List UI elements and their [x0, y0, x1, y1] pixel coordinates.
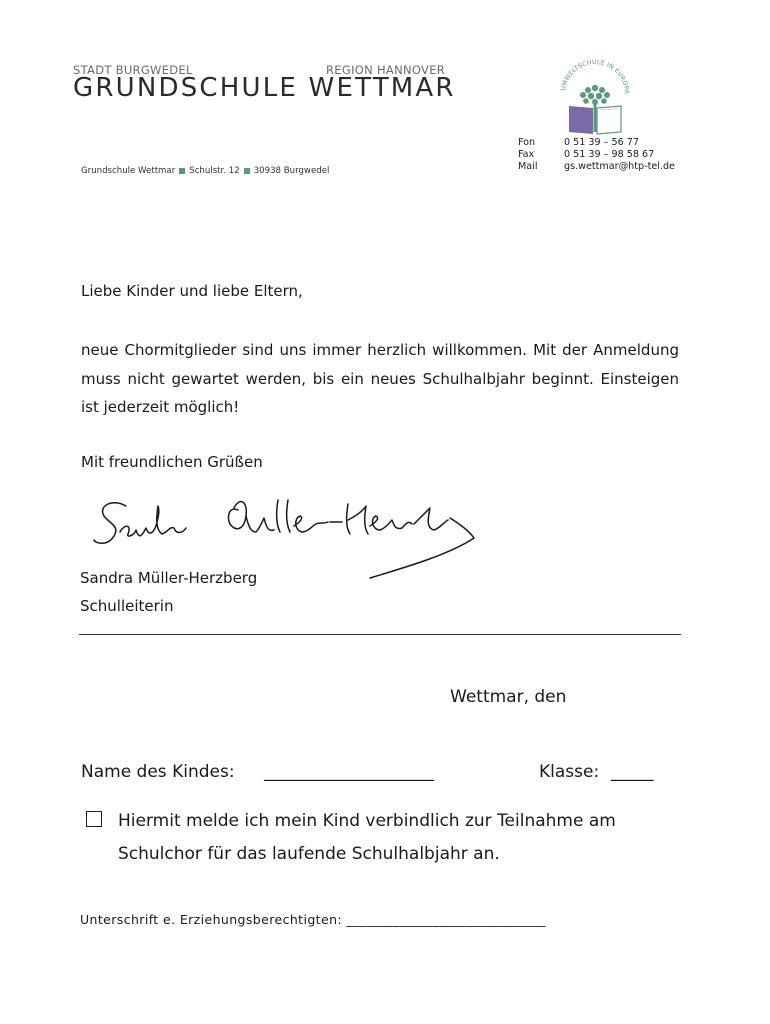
city-label: STADT BURGWEDEL: [73, 63, 193, 77]
contact-label-fax: Fax: [518, 149, 535, 160]
contact-value-mail: gs.wettmar@htp-tel.de: [564, 161, 675, 172]
signer-name: Sandra Müller-Herzberg: [80, 569, 258, 587]
separator-square-icon: [179, 168, 185, 174]
greeting: Liebe Kinder und liebe Eltern,: [81, 282, 303, 300]
contact-label-fon: Fon: [518, 137, 536, 148]
place-date: Wettmar, den: [450, 687, 567, 707]
signer-role: Schulleiterin: [80, 597, 174, 615]
separator-line: [79, 634, 681, 635]
contact-label-mail: Mail: [518, 161, 538, 172]
guardian-signature-label: Unterschrift e. Erziehungsberechtigten:: [80, 912, 342, 927]
school-name: GRUNDSCHULE WETTMAR: [73, 73, 456, 103]
child-name-label: Name des Kindes:: [81, 762, 235, 782]
logo-arc-text: UMWELTSCHULE IN EUROPA: [560, 58, 631, 95]
class-field[interactable]: _____: [611, 762, 654, 782]
contact-labels: [518, 137, 538, 173]
address-line: [81, 166, 329, 176]
address-school: Grundschule Wettmar: [81, 166, 176, 176]
closing: Mit freundlichen Grüßen: [81, 453, 263, 471]
umweltschule-logo: [555, 58, 635, 138]
consent-text-line1: Hiermit melde ich mein Kind verbindlich zur Teilnahme am: [118, 811, 616, 831]
separator-square-icon: [244, 168, 250, 174]
letter-paragraph: neue Chormitglieder sind uns immer herzlich willkommen. Mit der Anmeldung muss nicht gewartet werden, bis ein neues Schulhalbjahr beginnt. Einsteigen ist jederzeit möglich!: [81, 341, 679, 416]
child-name-field[interactable]: ____________________: [264, 762, 434, 782]
contact-values: [564, 137, 675, 173]
consent-checkbox[interactable]: [86, 811, 102, 827]
consent-text-line2: Schulchor für das laufende Schulhalbjahr an.: [118, 844, 500, 864]
region-label: REGION HANNOVER: [326, 63, 446, 77]
guardian-signature-row: [80, 912, 546, 927]
contact-value-fon: 0 51 39 – 56 77: [564, 137, 639, 148]
contact-value-fax: 0 51 39 – 98 58 67: [564, 149, 655, 160]
class-label: Klasse:: [539, 762, 600, 782]
guardian-signature-field[interactable]: ______________________________: [346, 912, 546, 927]
address-street: Schulstr. 12: [189, 166, 240, 176]
address-city: 30938 Burgwedel: [253, 166, 330, 176]
